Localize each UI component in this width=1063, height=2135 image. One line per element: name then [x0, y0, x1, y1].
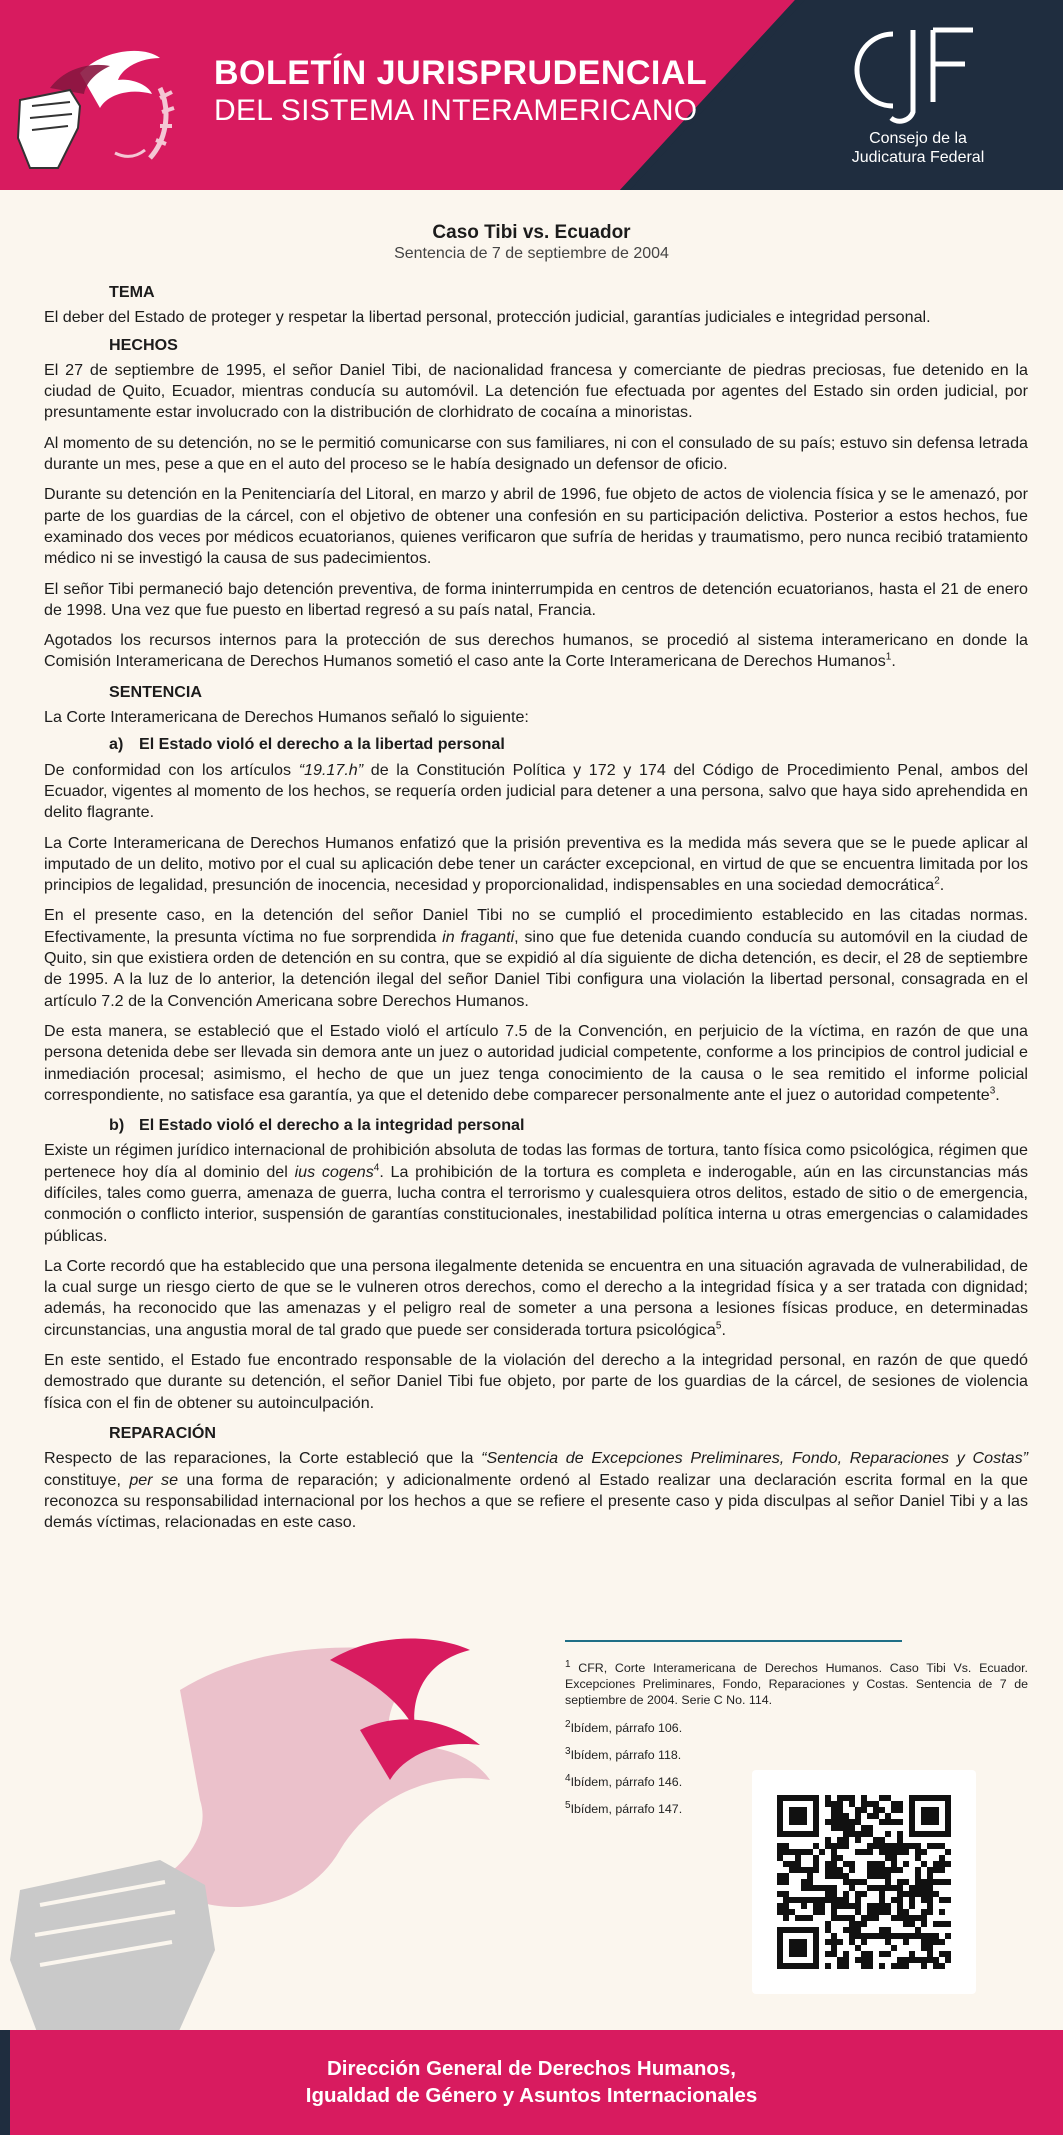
reparacion-paragraph: Respecto de las reparaciones, la Corte estableció que la “Sentencia de Excepciones Preliminares, Fondo, Reparaciones y Costas” constituye, per se una forma de reparación; y adicionalmente ordenó al Estado realizar una declaración escrita formal en la que reconozca su responsabilidad internacional por los hechos a que se refiere el presente caso y pida disculpas al señor Daniel Tibi y a las demás víctimas, relacionadas en este caso. [44, 1449, 1028, 1532]
footnote-2: $^2$Ibídem, párrafo 106. [565, 1718, 683, 1735]
subheading-b: b) El Estado violó el derecho a la integridad personal [109, 1116, 525, 1135]
sentencia-paragraph: La Corte Interamericana de Derechos Humanos enfatizó que la prisión preventiva es la medida más severa que se le puede aplicar al imputado de un delito, motivo por el cual su aplicación debe tener un carácter excepcional, en virtud de que se encuentra limitada por los principios de legalidad, presunción de inocencia, necesidad y proporcionalidad, indispensables en una sociedad democrática$^2$. [44, 833, 1028, 895]
tema-text: El deber del Estado de proteger y respetar la libertad personal, protección judicial, garantías judiciales e integridad personal. [44, 308, 931, 327]
footnote-ref: 3 [989, 1085, 996, 1097]
section-heading-hechos: HECHOS [109, 335, 178, 354]
fist-dove-logo [10, 28, 210, 188]
qr-code[interactable] [752, 1770, 976, 1994]
hechos-paragraph: Al momento de su detención, no se le permitió comunicarse con sus familiares, ni con el consulado de su país; estuvo sin defensa letrada durante un mes, pese a que en el auto del proceso se le había designado un defensor de oficio. [44, 433, 1028, 474]
sentencia-paragraph: La Corte recordó que ha establecido que una persona ilegalmente detenida se encuentra en una situación agravada de vulnerabilidad, de la cual surge un riesgo cierto de que se le vulneren otros derechos, como el derecho a la integridad física y a ser tratada con dignidad; además, ha reconocido que las amenazas y el peligro real de someter a una persona a lesiones físicas produce, en determinadas circunstancias, una angustia moral de tal grado que puede ser considerada tortura psicológica$^5$. [44, 1256, 1028, 1339]
footnote-divider [565, 1640, 902, 1642]
subheading-a: a) El Estado violó el derecho a la libertad personal [109, 735, 505, 754]
bulletin-title: BOLETÍN JURISPRUDENCIAL [214, 54, 708, 92]
sentencia-intro: La Corte Interamericana de Derechos Humanos señaló lo siguiente: [44, 708, 529, 727]
footnote-ref: 1 [885, 652, 892, 664]
org-name-line1: Consejo de la [869, 130, 967, 147]
hechos-paragraph: Agotados los recursos internos para la protección de sus derechos humanos, se procedió al sistema interamericano en donde la Comisión Interamericana de Derechos Humanos sometió el caso ante la Corte Interamericana de Derechos Humanos$^1$. [44, 631, 1028, 671]
footnote-ref: 4 [373, 1162, 380, 1174]
sentencia-paragraph: Existe un régimen jurídico internacional de prohibición absoluta de todas las formas de tortura, tanto física como psicológica, régimen que pertenece hoy día al dominio del ius cogens$^4$. La prohibición de la tortura es completa e inderogable, aún en las circunstancias más difíciles, tales como guerra, amenaza de guerra, lucha contra el terrorismo y cualesquiera otros delitos, estado de sitio o de emergencia, conmoción o conflicto interior, suspensión de garantías constitucionales, inestabilidad política interna u otras emergencias o calamidades públicas. [44, 1141, 1028, 1245]
hechos-paragraph: El señor Tibi permaneció bajo detención preventiva, de forma ininterrumpida en centros de detención ecuatorianos, hasta el 21 de enero de 1998. Una vez que fue puesto en libertad regresó a su país natal, Francia. [44, 579, 1028, 619]
footer-line2: Igualdad de Género y Asuntos Internacionales [305, 2084, 758, 2107]
cjf-logo [845, 22, 980, 127]
fist-dove-illustration [0, 1620, 560, 2040]
footer-magenta-band [0, 2030, 1063, 2135]
footnote-ref: 2 [934, 875, 940, 887]
case-title: Caso Tibi vs. Ecuador [432, 222, 631, 243]
bulletin-subtitle: DEL SISTEMA INTERAMERICANO [214, 94, 698, 127]
case-date: Sentencia de 7 de septiembre de 2004 [394, 245, 669, 262]
sentencia-paragraph: En el presente caso, en la detención del señor Daniel Tibi no se cumplió el procedimiento establecido en las citadas normas. Efectivamente, la presunta víctima no fue sorprendida in fraganti, sino que fue detenida cuando conducía su automóvil en la ciudad de Quito, sin que existiera orden de detención en su contra, que se expidió al día siguiente de dicha detención, es decir, el 28 de septiembre de 1995. A la luz de lo anterior, la detención ilegal del señor Daniel Tibi configura una violación la libertad personal, consagrada en el artículo 7.2 de la Convención Americana sobre Derechos Humanos. [44, 906, 1028, 1010]
footnote-5: $^5$Ibídem, párrafo 147. [565, 1799, 683, 1816]
qr-code-pattern [752, 1770, 976, 1994]
footnote-4: $^4$Ibídem, párrafo 146. [565, 1772, 683, 1789]
org-name-line2: Judicatura Federal [851, 149, 985, 166]
footnote-1: $^1$ CFR, Corte Interamericana de Derechos Humanos. Caso Tibi Vs. Ecuador. Excepciones Preliminares, Fondo, Reparaciones y Costas. Sentencia de 7 de septiembre de 2004. Serie C No. 114. [565, 1658, 1028, 1707]
section-heading-tema: TEMA [109, 283, 155, 301]
section-heading-sentencia: SENTENCIA [109, 682, 202, 701]
hechos-paragraph: El 27 de septiembre de 1995, el señor Daniel Tibi, de nacionalidad francesa y comerciante de piedras preciosas, fue detenido en la ciudad de Quito, Ecuador, mientras conducía su automóvil. La detención fue efectuada por agentes del Estado sin orden judicial, por presuntamente estar involucrado con la distribución de clorhidrato de cocaína a minoristas. [44, 360, 1028, 422]
sentencia-paragraph: De conformidad con los artículos “19.17.h” de la Constitución Política y 172 y 174 del Código de Procedimiento Penal, ambos del Ecuador, vigentes al momento de los hechos, se requería orden judicial para detener a una persona, salvo que haya sido aprehendida en delito flagrante. [44, 760, 1028, 822]
footer-line1: Dirección General de Derechos Humanos, [327, 2057, 736, 2080]
hechos-paragraph: Durante su detención en la Penitenciaría del Litoral, en marzo y abril de 1996, fue objeto de actos de violencia física y se le amenazó, por parte de los guardias de la cárcel, con el objetivo de obtener una confesión en su participación delictiva. Posterior a estos hechos, fue examinado dos veces por médicos ecuatorianos, quienes verificaron que sufría de heridas y traumatismo, pero nunca recibió tratamiento médico ni se investigó la causa de sus padecimientos. [44, 485, 1028, 568]
footnote-ref: 5 [715, 1320, 722, 1332]
sentencia-paragraph: De esta manera, se estableció que el Estado violó el artículo 7.5 de la Convención, en perjuicio de la víctima, en razón de que una persona detenida debe ser llevada sin demora ante un juez o autoridad judicial competente, conforme a los principios de control judicial e inmediación procesal; asimismo, el hecho de que un juez tenga conocimiento de la causa o le sea remitido el informe policial correspondiente, no satisface esa garantía, ya que el detenido debe comparecer personalmente ante el juez o autoridad competente$^3$. [44, 1021, 1028, 1104]
main-content [44, 282, 1028, 1542]
section-heading-reparacion: REPARACIÓN [109, 1423, 216, 1442]
footnote-3: $^3$Ibídem, párrafo 118. [565, 1745, 682, 1762]
sentencia-paragraph: En este sentido, el Estado fue encontrado responsable de la violación del derecho a la integridad personal, en razón de que quedó demostrado que durante su detención, el señor Daniel Tibi fue objeto, por parte de los guardias de la cárcel, de sesiones de violencia física con el fin de obtener su autoinculpación. [44, 1351, 1028, 1412]
